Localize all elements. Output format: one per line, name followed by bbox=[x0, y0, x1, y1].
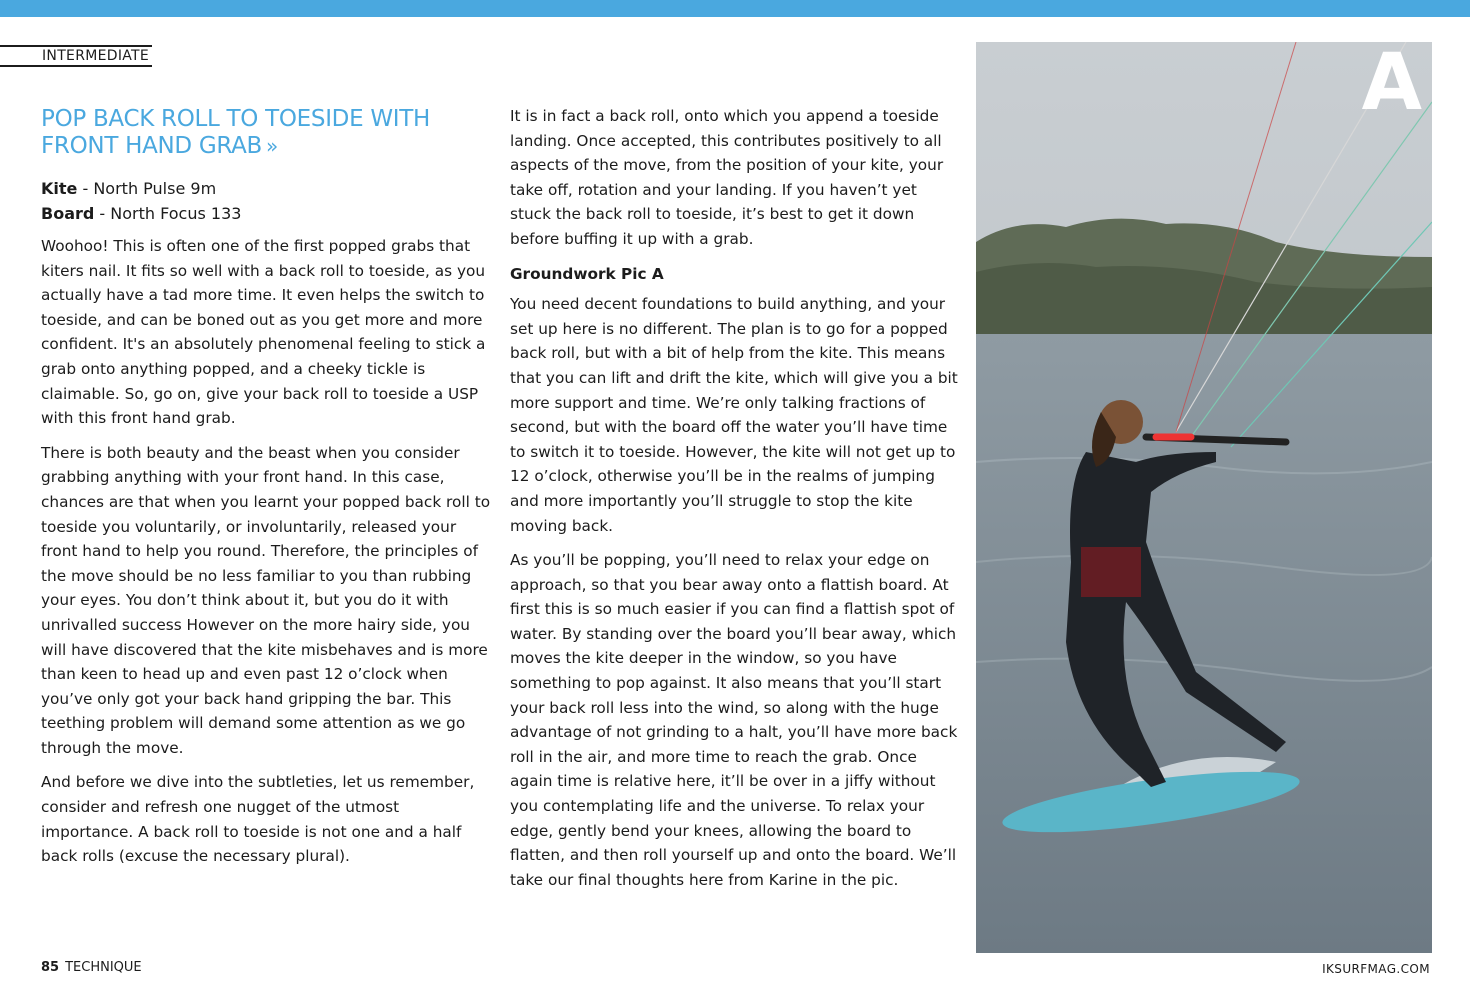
paragraph: As you’ll be popping, you’ll need to relax your edge on approach, so that you bear away onto a flattish board. At first this is so much easier if you can find a flattish spot of water. By standing over the board you’ll bear away, which moves the kite deeper in the window, so you have something to pop against. It also means that you’ll start your back roll less into the wind, so along with the huge advantage of not grinding to a halt, you’ll have more back roll in the air, and more time to reach the grab. Once again time is relative here, it’ll be over in a jiffy without you contemplating life and the universe. To relax your edge, gently bend your knees, allowing the board to flatten, and then roll yourself up and onto the board. We’ll take our final thoughts here from Karine in the pic. bbox=[510, 551, 958, 889]
footer-page-info bbox=[41, 960, 142, 975]
photo-label: A bbox=[1361, 42, 1422, 128]
article-title-text: POP BACK ROLL TO TOESIDE WITH FRONT HAND GRAB bbox=[41, 106, 430, 159]
subheading: Groundwork Pic A bbox=[510, 264, 664, 283]
footer-section: TECHNIQUE bbox=[65, 960, 142, 975]
kitesurfer-photo bbox=[976, 42, 1432, 953]
chevron-right-icon: » bbox=[266, 134, 278, 158]
section-tag bbox=[0, 45, 152, 67]
board-spec bbox=[41, 201, 481, 226]
kite-spec bbox=[41, 176, 481, 201]
gear-specs bbox=[41, 176, 481, 226]
board-label: Board bbox=[41, 204, 95, 223]
paragraph: There is both beauty and the beast when you consider grabbing anything with your front hand. In this case, chances are that when you learnt your popped back roll to toeside you voluntarily, or involuntarily, released your front hand to help you round. Therefore, the principles of the move should be no less familiar to you than rubbing your eyes. You don’t think about it, but you do it with unrivalled success However on the more hairy side, you will have discovered that the kite misbehaves and is more than keen to head up and even past 12 o’clock when you’ve only got your back hand gripping the bar. This teething problem will demand some attention as we go through the move. bbox=[41, 443, 491, 757]
section-label: INTERMEDIATE bbox=[42, 48, 150, 64]
paragraph: It is in fact a back roll, onto which you append a toeside landing. Once accepted, this contributes positively to all aspects of the move, from the position of your kite, your take off, rotation and your landing. If you haven’t yet stuck the back roll to toeside, it’s best to get it down before buffing it up with a grab. bbox=[510, 107, 944, 248]
article-title bbox=[41, 106, 481, 160]
page-number: 85 bbox=[41, 960, 60, 975]
paragraph: Woohoo! This is often one of the first popped grabs that kiters nail. It fits so well with a back roll to toeside, as you actually have a tad more time. It even helps the switch to toeside, and can be boned out as you get more and more confident. It's an absolutely phenomenal feeling to stick a grab onto anything popped, and a cheeky tickle is claimable. So, go on, give your back roll to toeside a USP with this front hand grab. bbox=[41, 237, 486, 428]
kite-label: Kite bbox=[41, 179, 78, 198]
kite-value: - North Pulse 9m bbox=[77, 179, 217, 198]
top-accent-bar bbox=[0, 0, 1470, 17]
article-column-1 bbox=[41, 234, 491, 879]
article-column-2 bbox=[510, 104, 960, 902]
paragraph: You need decent foundations to build anything, and your set up here is no different. The plan is to go for a popped back roll, but with a bit of help from the kite. This means that you can lift and drift the kite, which will give you a bit more support and time. We’re only talking fractions of second, but with the board off the water you’ll have time to switch it to toeside. However, the kite will not get up to 12 o’clock, otherwise you’ll be in the realms of jumping and more importantly you’ll struggle to stop the kite moving back. bbox=[510, 295, 958, 535]
board-value: - North Focus 133 bbox=[94, 204, 242, 223]
paragraph: And before we dive into the subtleties, let us remember, consider and refresh one nugget of the utmost importance. A back roll to toeside is not one and a half back rolls (excuse the necessary plural). bbox=[41, 773, 475, 866]
footer-site[interactable]: IKSURFMAG.COM bbox=[1322, 962, 1430, 976]
